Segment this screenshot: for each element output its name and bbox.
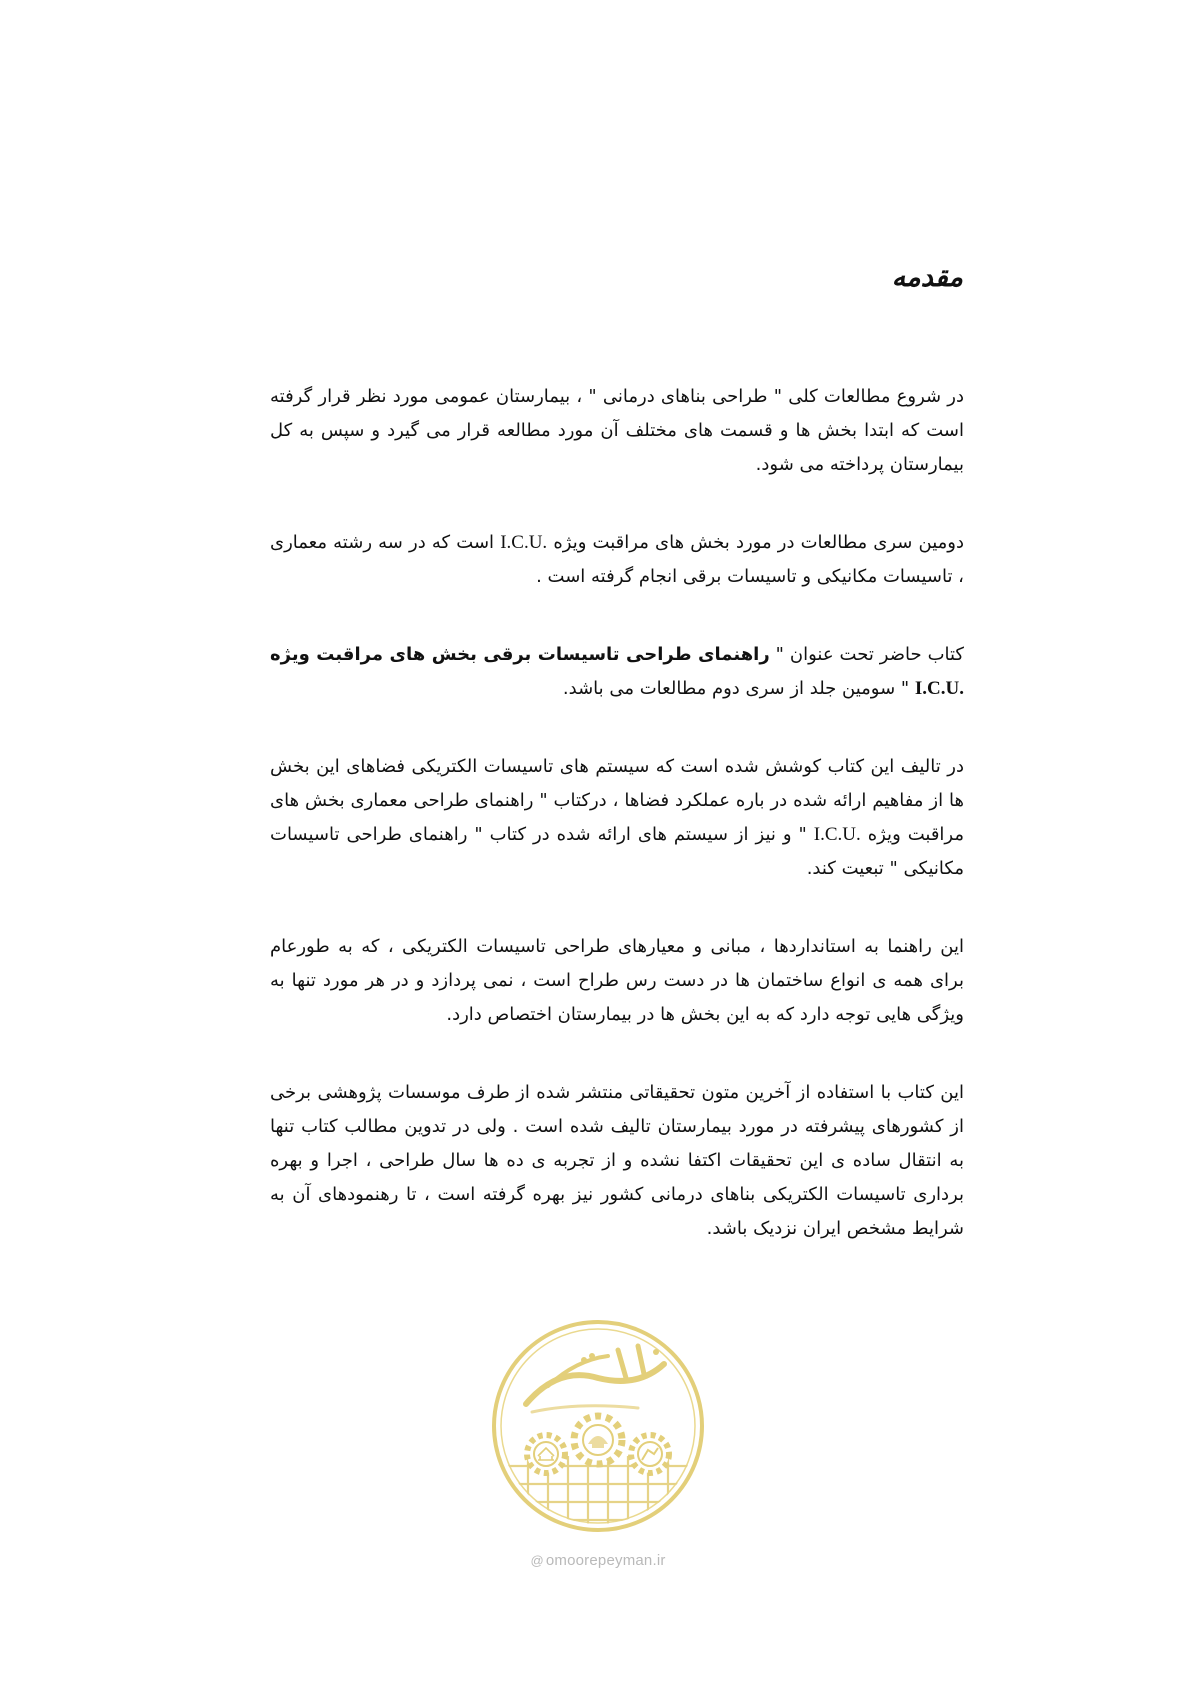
paragraph-3-text-a: کتاب حاضر تحت عنوان ": [769, 644, 964, 665]
gear-icon: [631, 1435, 669, 1473]
paragraph-5: این راهنما به استانداردها ، مبانی و معیارهای طراحی تاسیسات الکتریکی ، که به طورعام برای همه ی انواع ساختمان ها در دست رس طراح است ، نمی پردازد و در هر مورد تنها به ویژگی هایی توجه دارد که به این بخش ها در بیمارستان اختصاص دارد.: [270, 936, 964, 1025]
paragraph-1: در شروع مطالعات کلی " طراحی بناهای درمانی " ، بیمارستان عمومی مورد نظر قرار گرفته است که ابتدا بخش ها و قسمت های مختلف آن مورد مطالعه قرار می گیرد و سپس به کل بیمارستان پرداخته می شود.: [270, 386, 964, 475]
paragraph-3: [270, 638, 964, 706]
icu-abbreviation: I.C.U.: [500, 532, 548, 553]
paragraph-6: این کتاب با استفاده از آخرین متون تحقیقاتی منتشر شده از طرف موسسات پژوهشی برخی از کشورهای پیشرفته در مورد بیمارستان تالیف شده است . ولی در تدوین مطالب کتاب تنها به انتقال ساده ی این تحقیقات اکتفا نشده و از تجربه ی ده ها سال طراحی ، اجرا و بهره برداری تاسیسات الکتریکی بناهای درمانی کشور نیز بهره گرفته است ، تا رهنمودهای آن به شرایط مشخص ایران نزدیک باشد.: [270, 1082, 964, 1239]
paragraph-4-text-a: در تالیف این کتاب کوشش شده است که سیستم های تاسیسات الکتریکی فضاهای این بخش ها از مفاهیم ارائه شده در باره عملکرد فضاها ، درکتاب " راهنمای طراحی معماری بخش های مراقبت ویژه: [270, 756, 965, 845]
icu-abbreviation: I.C.U.: [813, 824, 861, 845]
paragraph-2-text-a: دومین سری مطالعات در مورد بخش های مراقبت ویژه: [547, 532, 964, 553]
paragraph-2: [270, 526, 964, 594]
book-title: راهنمای طراحی تاسیسات برقی بخش های مراقبت ویژه: [270, 644, 770, 665]
paragraph-3-text-b: " سومین جلد از سری دوم مطالعات می باشد.: [562, 678, 915, 699]
watermark-url-text: omoorepeyman.ir: [545, 1552, 666, 1569]
gear-icon: [527, 1435, 565, 1473]
body-text: [270, 380, 964, 1290]
logo-lettering: [526, 1346, 664, 1412]
page-title: مقدمه: [891, 262, 963, 293]
at-icon: @: [530, 1553, 544, 1568]
gear-icon: [574, 1416, 622, 1464]
icu-abbreviation: I.C.U.: [914, 678, 964, 699]
watermark-seal-logo: [488, 1316, 708, 1546]
watermark-url: [488, 1552, 708, 1569]
paragraph-4-text-b: " و نیز از سیستم های ارائه شده در کتاب " راهنمای طراحی تاسیسات مکانیکی " تبعیت کند.: [270, 824, 964, 879]
paragraph-2-text-b: است که در سه رشته معماری ، تاسیسات مکانیکی و تاسیسات برقی انجام گرفته است .: [270, 532, 964, 587]
paragraph-4: [270, 750, 964, 886]
